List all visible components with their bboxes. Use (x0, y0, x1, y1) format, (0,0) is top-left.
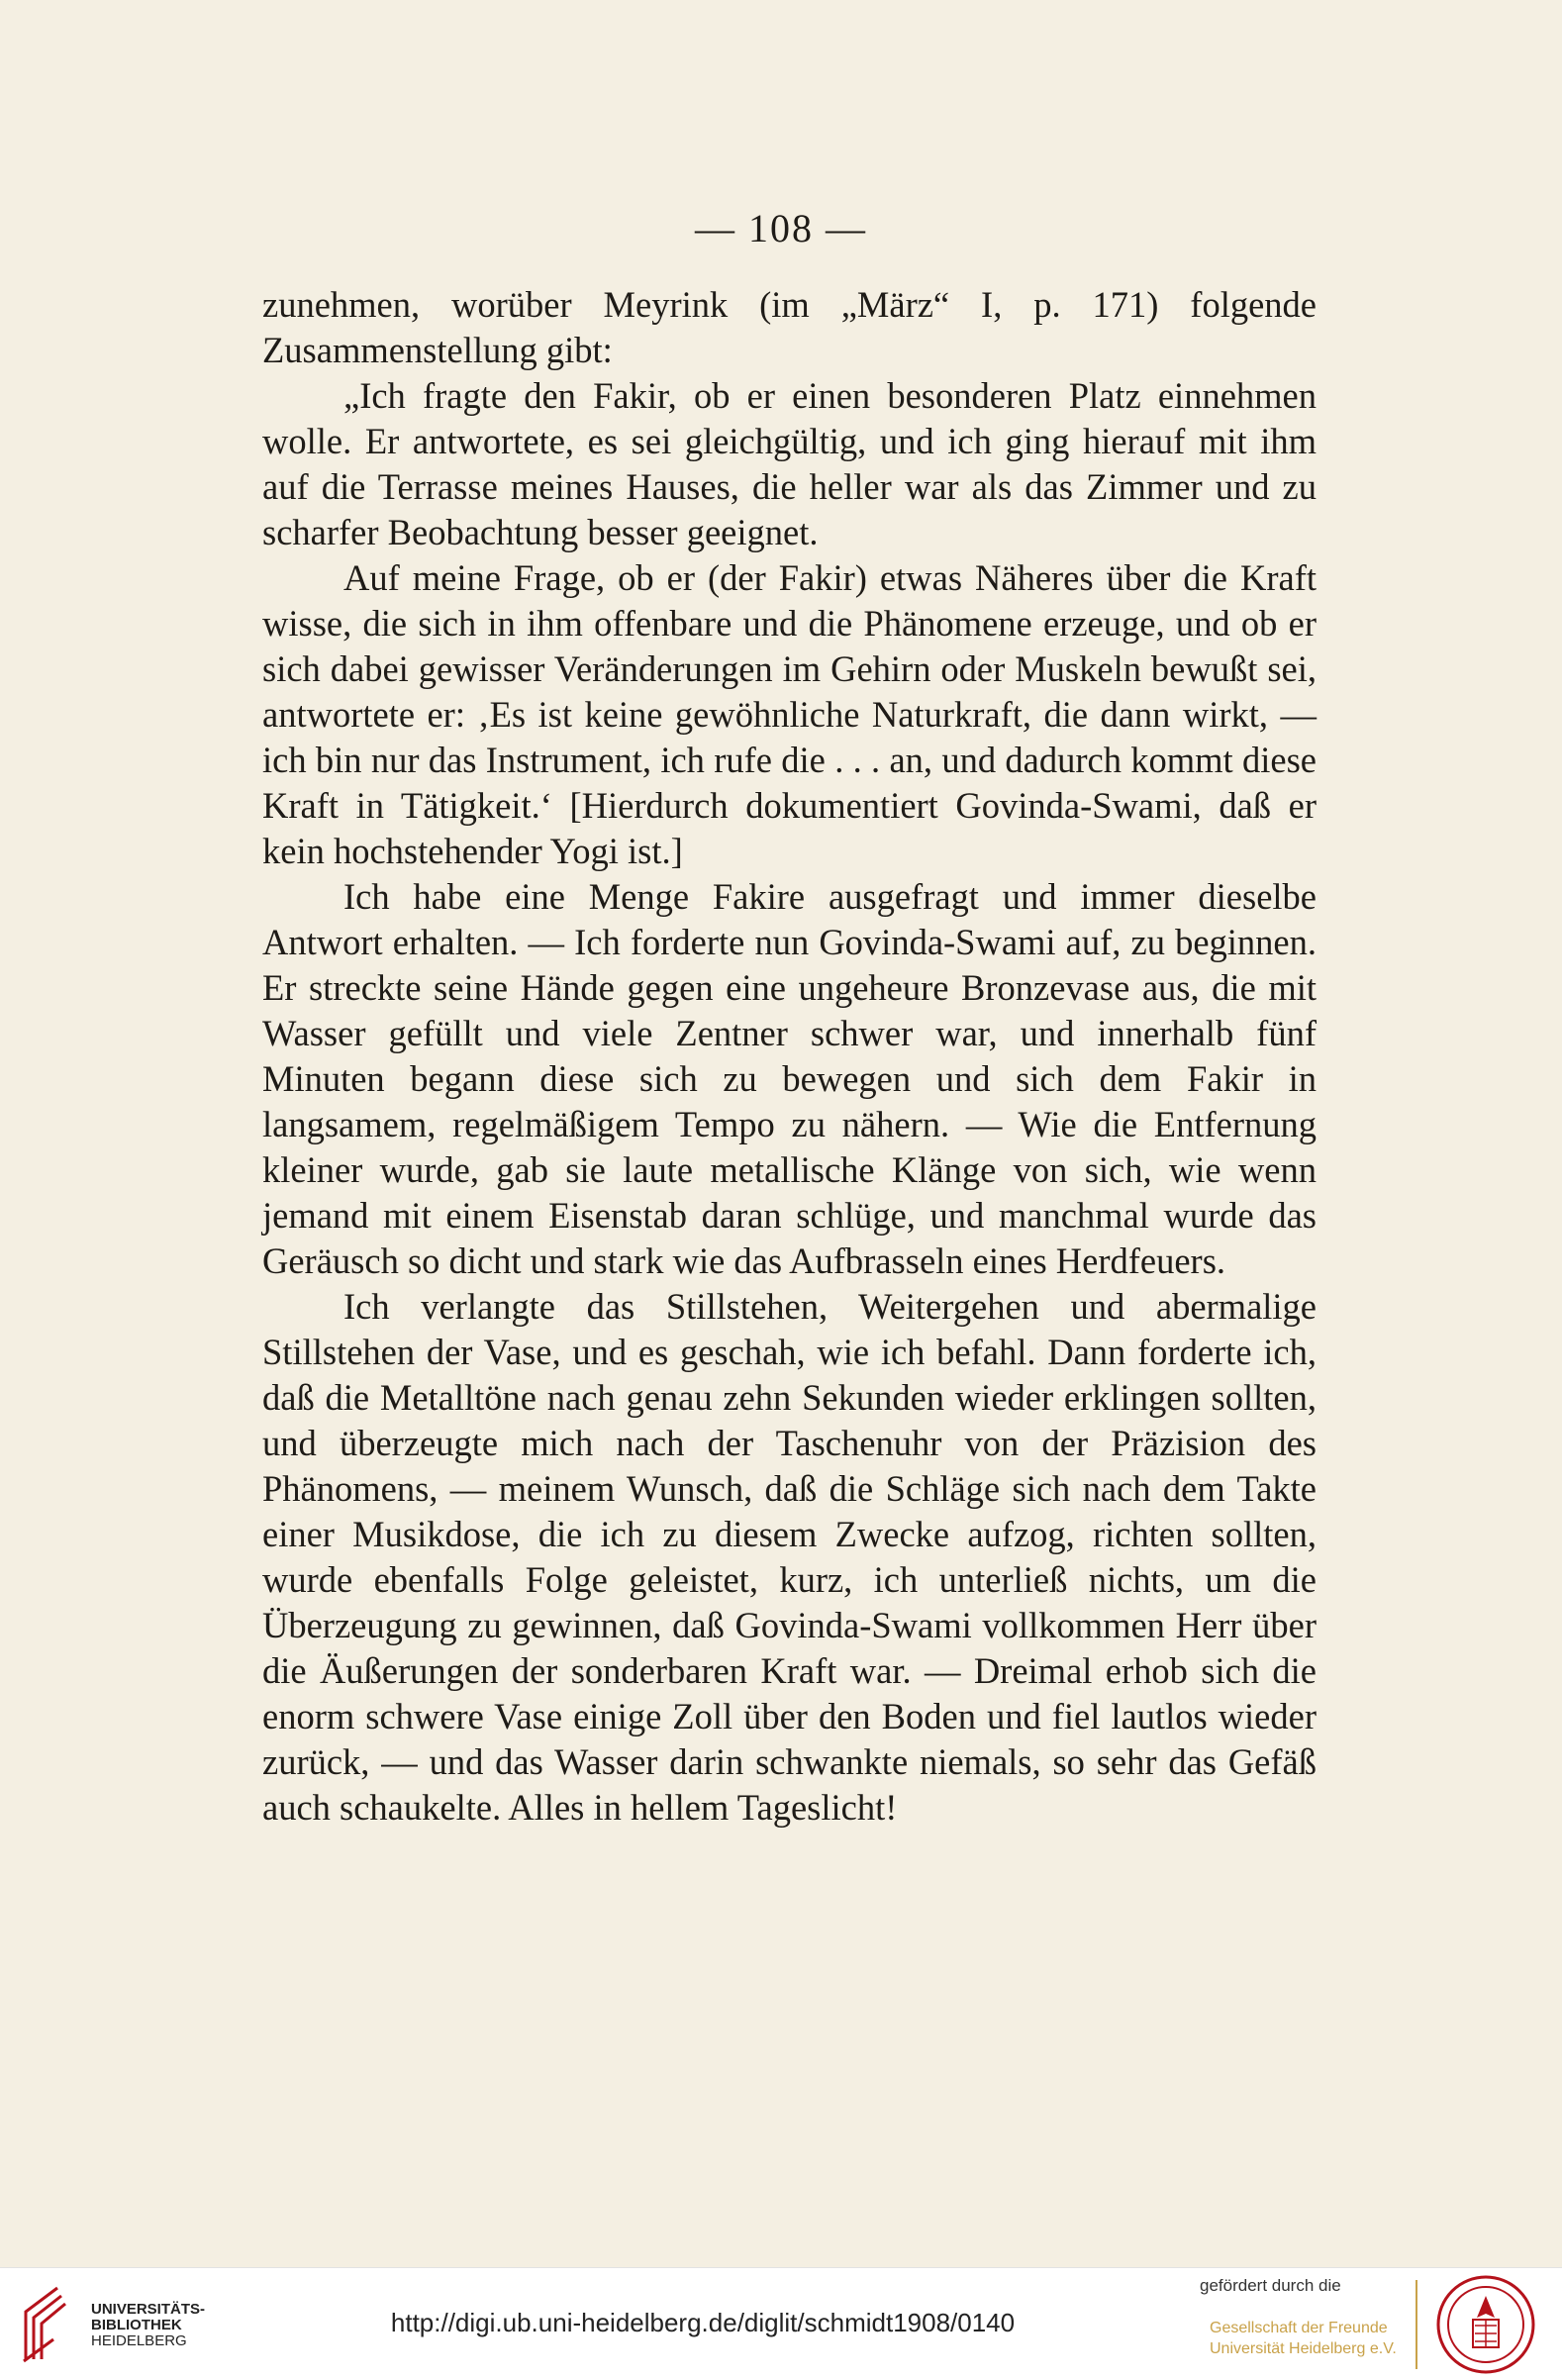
digital-copy-link[interactable]: http://digi.ub.uni-heidelberg.de/diglit/schmidt1908/0140 (390, 2308, 1016, 2337)
library-name-line1: UNIVERSITÄTS- (91, 2301, 206, 2318)
library-name-line2: BIBLIOTHEK (91, 2317, 182, 2333)
body-text (262, 282, 1317, 1831)
footer-divider (1416, 2280, 1417, 2369)
university-seal-icon (1435, 2274, 1536, 2375)
paragraph-3: Auf meine Frage, ob er (der Fakir) etwas Näheres über die Kraft wisse, die sich in ihm offenbare und die Phänomene erzeuge, und ob er sich dabei gewisser Veränderungen im Gehirn oder Muskeln bewußt sei, antwortete er: ‚Es ist keine gewöhnliche Naturkraft, die dann wirkt, — ich bin nur das Instrument, ich rufe die . . . an, und dadurch kommt diese Kraft in Tätigkeit.‘ [Hierdurch dokumentiert Govinda-Swami, daß er kein hochstehender Yogi ist.] (262, 557, 1317, 871)
library-name (91, 2302, 205, 2349)
paragraph-1: zunehmen, worüber Meyrink (im „März“ I, p. 171) folgende Zusammenstellung gibt: (262, 284, 1317, 370)
sponsor-name-line2: Universität Heidelberg e.V. (1210, 2340, 1397, 2357)
paragraph-2: „Ich fragte den Fakir, ob er einen besonderen Platz einnehmen wolle. Er antwortete, es sei gleichgültig, und ich ging hierauf mit ihm auf die Terrasse meines Hauses, die heller war als das Zimmer und zu scharfer Beobachtung besser geeignet. (262, 375, 1317, 552)
sponsor-name-line1: Gesellschaft der Freunde (1210, 2320, 1388, 2336)
digitization-footer (0, 2267, 1562, 2380)
page-number: — 108 — (695, 206, 867, 250)
sponsor-label: gefördert durch die (1200, 2276, 1341, 2295)
paragraph-5: Ich verlangte das Stillstehen, Weitergehen und abermalige Stillstehen der Vase, und es geschah, wie ich befahl. Dann forderte ich, daß die Metalltöne nach genau zehn Sekunden wieder erklingen sollten, und überzeugte mich nach der Taschenuhr von der Präzision des Phänomens, — meinem Wunsch, daß die Schläge sich nach dem Takte einer Musikdose, die ich zu diesem Zwecke aufzog, richten sollten, wurde ebenfalls Folge geleistet, kurz, ich unterließ nichts, um die Überzeugung zu gewinnen, daß Govinda-Swami vollkommen Herr über die Äußerungen der sonderbaren Kraft war. — Dreimal erhob sich die enorm schwere Vase einige Zoll über den Boden und fiel lautlos wieder zurück, — und das Wasser darin schwankte niemals, so sehr das Gefäß auch schaukelte. Alles in hellem Tageslicht! (262, 1286, 1317, 1828)
library-name-line3: HEIDELBERG (91, 2332, 187, 2349)
library-logo-icon (18, 2282, 77, 2367)
paragraph-4: Ich habe eine Menge Fakire ausgefragt und immer dieselbe Antwort erhalten. — Ich forderte nun Govinda-Swami auf, zu beginnen. Er streckte seine Hände gegen eine ungeheure Bronzevase aus, die mit Wasser gefüllt und viele Zentner schwer war, und innerhalb fünf Minuten begann diese sich zu bewegen und sich dem Fakir in langsamem, regelmäßigem Tempo zu nähern. — Wie die Entfernung kleiner wurde, gab sie laute metallische Klänge von sich, wie wenn jemand mit einem Eisenstab daran schlüge, und manchmal wurde das Geräusch so dicht und stark wie das Aufbrasseln eines Herdfeuers. (262, 876, 1317, 1281)
sponsor-name (1210, 2318, 1397, 2359)
